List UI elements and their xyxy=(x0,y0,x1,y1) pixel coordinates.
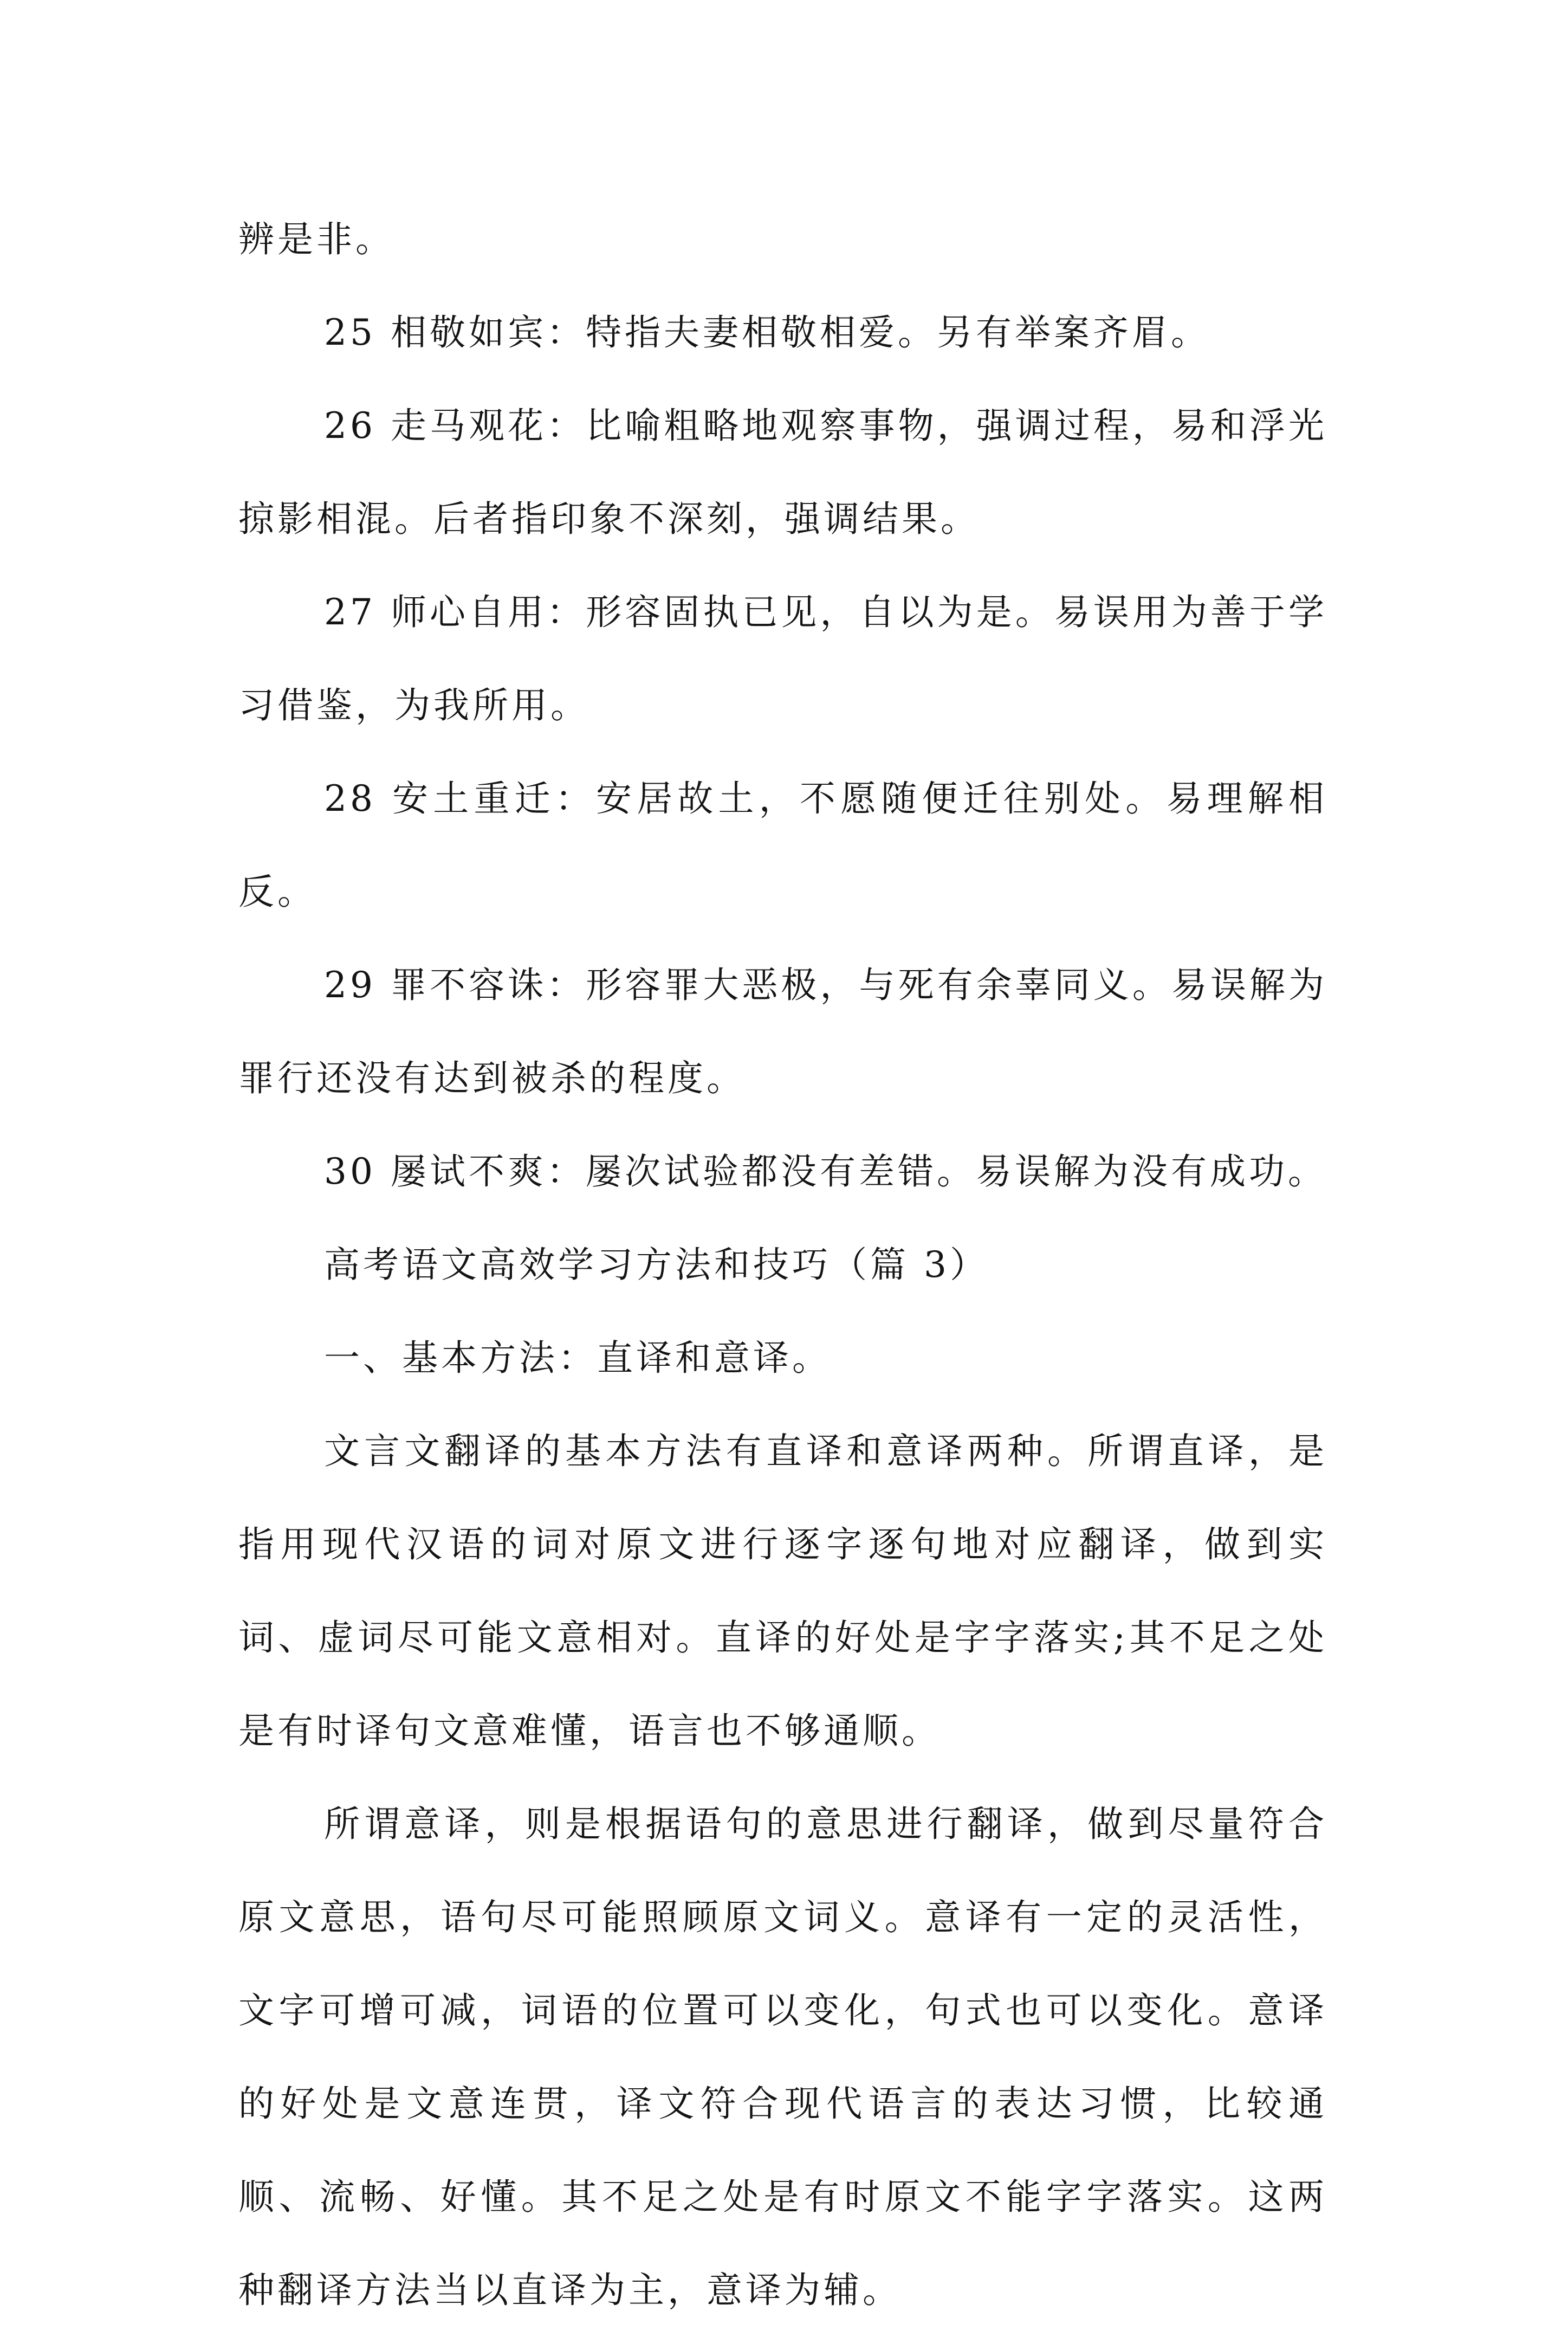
paragraph-literal-translation: 文言文翻译的基本方法有直译和意译两种。所谓直译，是指用现代汉语的词对原文进行逐字逐句地对应翻译，做到实词、虚词尽可能文意相对。直译的好处是字字落实;其不足之处是有时译句文意难懂，语言也不够通顺。 xyxy=(238,1430,1327,1752)
paragraph-continuation: 辨是非。 xyxy=(238,218,394,260)
article-title: 高考语文高效学习方法和技巧（篇 3） xyxy=(324,1244,989,1286)
idiom-item-28: 28 安土重迁：安居故土，不愿随便迁往别处。易理解相反。 xyxy=(238,778,1327,913)
document-body xyxy=(238,193,1327,2337)
idiom-item-25: 25 相敬如宾：特指夫妻相敬相爱。另有举案齐眉。 xyxy=(324,312,1210,353)
idiom-item-29: 29 罪不容诛：形容罪大恶极，与死有余辜同义。易误解为罪行还没有达到被杀的程度。 xyxy=(238,964,1327,1099)
idiom-item-30: 30 屡试不爽：屡次试验都没有差错。易误解为没有成功。 xyxy=(324,1151,1327,1192)
section-heading-basic-method: 一、基本方法：直译和意译。 xyxy=(324,1337,831,1379)
paragraph-free-translation: 所谓意译，则是根据语句的意思进行翻译，做到尽量符合原文意思，语句尽可能照顾原文词义。意译有一定的灵活性，文字可增可减，词语的位置可以变化，句式也可以变化。意译的好处是文意连贯，译文符合现代语言的表达习惯，比较通顺、流畅、好懂。其不足之处是有时原文不能字字落实。这两种翻译方法当以直译为主，意译为辅。 xyxy=(238,1803,1327,2311)
idiom-item-27: 27 师心自用：形容固执已见，自以为是。易误用为善于学习借鉴，为我所用。 xyxy=(238,591,1327,726)
idiom-item-26: 26 走马观花：比喻粗略地观察事物，强调过程，易和浮光掠影相混。后者指印象不深刻，强调结果。 xyxy=(238,405,1327,540)
